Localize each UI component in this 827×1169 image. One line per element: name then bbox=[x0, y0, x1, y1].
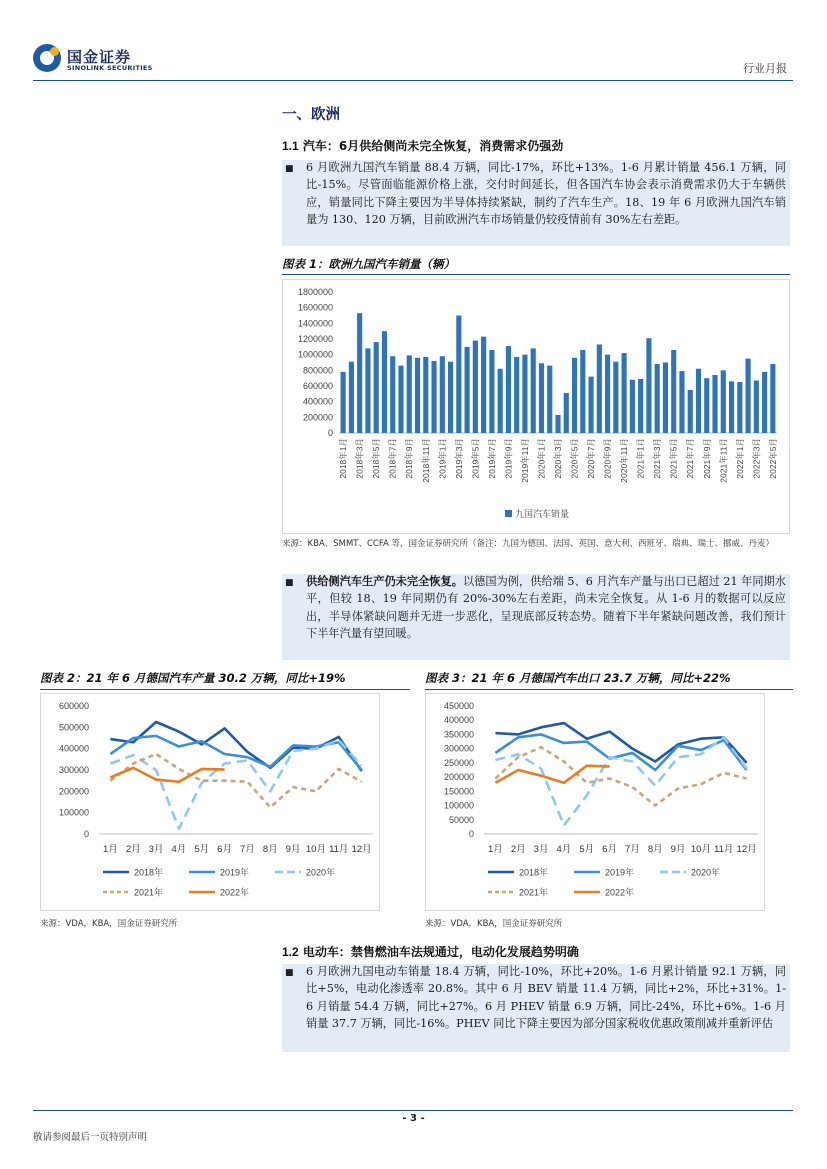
bar bbox=[712, 375, 717, 433]
bar bbox=[365, 348, 370, 433]
paragraph-1: 6 月欧洲九国汽车销量 88.4 万辆，同比-17%，环比+13%。1-6 月累计销量 456.1 万辆，同比-15%。尽管面临能源价格上涨，交付时间延长，但各国汽车协会表示消费需求仍大于车辆供应，销量同比下降主要因为半导体持续紧缺，制约了汽车生产。18、19 年 6 月欧洲九国汽车销量为 130、120 万辆，目前欧洲汽车市场销量仍较疫情前有 30%左右差距。 bbox=[306, 161, 786, 227]
x-tick-label: 2021年5月 bbox=[668, 438, 679, 479]
y-tick-label: 400000 bbox=[302, 396, 333, 407]
x-tick-label: 5月 bbox=[194, 844, 210, 855]
y-tick-label: 600000 bbox=[302, 381, 333, 391]
bar bbox=[481, 337, 486, 433]
bar bbox=[349, 362, 354, 433]
bar bbox=[737, 382, 742, 433]
x-tick-label: 8月 bbox=[647, 844, 663, 855]
x-tick-label: 2018年1月 bbox=[338, 438, 349, 479]
x-tick-label: 6月 bbox=[602, 844, 617, 855]
bar bbox=[679, 371, 684, 433]
paragraph-2-body: 以德国为例，供给端 5、6 月汽车产量与出口已超过 21 年同期水平，但较 18、19 年同期仍有 20%-30%左右差距，尚未完全恢复。从 1-6 月的数据可以反应出，半导体紧缺问题并无进一步恶化，呈现底部反转态势。随着下半年紧缺问题改善，我们预计下半年汽量有望回暖。 bbox=[306, 575, 786, 641]
figure-2-source: 来源：VDA，KBA，国金证券研究所 bbox=[40, 919, 178, 929]
bar bbox=[613, 362, 618, 433]
x-tick-label: 1月 bbox=[103, 844, 118, 855]
section-title: 一、欧洲 bbox=[282, 107, 340, 123]
x-tick-label: 10月 bbox=[690, 844, 711, 855]
x-tick-label: 2019年11月 bbox=[519, 438, 530, 483]
bar bbox=[514, 357, 519, 433]
legend-swatch bbox=[505, 510, 512, 517]
logo-english-name: SINOLINK SECURITIES bbox=[67, 64, 153, 72]
legend-label: 2019年 bbox=[220, 867, 250, 878]
bar bbox=[655, 364, 660, 433]
y-tick-label: 0 bbox=[83, 829, 89, 839]
bar bbox=[555, 415, 560, 433]
subsection-text: 汽车：6月供给侧尚未完全恢复，消费需求仍强劲 bbox=[302, 139, 564, 153]
bar bbox=[423, 357, 428, 433]
x-tick-label: 2021年1月 bbox=[635, 438, 646, 479]
x-tick-label: 2019年5月 bbox=[470, 438, 481, 479]
y-tick-label: 0 bbox=[468, 829, 474, 839]
y-tick-label: 0 bbox=[327, 428, 333, 438]
x-tick-label: 3月 bbox=[533, 844, 549, 855]
bar bbox=[407, 355, 412, 433]
bar bbox=[770, 364, 775, 433]
y-tick-label: 1800000 bbox=[297, 287, 333, 297]
legend-label: 2021年 bbox=[519, 887, 549, 898]
figure-1-source: 来源：KBA、SMMT、CCFA 等，国金证券研究所（备注：九国为德国、法国、英国、意大利、西班牙、瑞典、瑞士、挪威、丹麦） bbox=[282, 539, 774, 549]
bar bbox=[539, 363, 544, 433]
bar bbox=[572, 358, 577, 433]
x-tick-label: 2018年11月 bbox=[420, 438, 431, 483]
x-tick-label: 7月 bbox=[240, 844, 255, 855]
x-tick-label: 2019年7月 bbox=[486, 438, 497, 479]
subsection-title-1 bbox=[282, 137, 563, 154]
x-tick-label: 11月 bbox=[714, 844, 734, 855]
bar bbox=[671, 350, 676, 433]
legend-label: 2020年 bbox=[306, 867, 336, 878]
x-tick-label: 2018年3月 bbox=[354, 438, 365, 479]
x-tick-label: 4月 bbox=[556, 844, 572, 855]
legend-label: 2022年 bbox=[220, 887, 250, 898]
bar bbox=[663, 363, 668, 434]
y-tick-label: 150000 bbox=[443, 786, 474, 797]
figure-3-chart bbox=[425, 693, 765, 911]
y-tick-label: 1400000 bbox=[297, 318, 333, 329]
y-tick-label: 1600000 bbox=[297, 302, 333, 313]
x-tick-label: 2020年5月 bbox=[569, 438, 580, 479]
footer-divider bbox=[33, 1110, 793, 1111]
paragraph-3: 6 月欧洲九国电动车销量 18.4 万辆，同比-10%，环比+20%。1-6 月累计销量 92.1 万辆，同比+5%，电动化渗透率 20.8%。其中 6 月 BEV 销量 11.4 万辆，同比+2%，环比+31%。1-6 月销量 54.4 万辆，同比+27%。6 月 PHEV 销量 6.9 万辆，同比-24%，环比+6%。1-6 月销量 37.7 万辆，同比-16%。PHEV 同比下降主要因为部分国家税收优惠政策削减并重新评估 bbox=[306, 965, 786, 1031]
figure-1-chart bbox=[282, 279, 790, 534]
bar bbox=[448, 362, 453, 433]
legend-label: 2019年 bbox=[605, 867, 635, 878]
bar bbox=[638, 379, 643, 433]
bar bbox=[456, 316, 461, 434]
figure-1-divider bbox=[282, 274, 790, 275]
x-tick-label: 2022年3月 bbox=[751, 438, 762, 479]
legend-label: 2020年 bbox=[691, 867, 721, 878]
chart-background bbox=[426, 694, 764, 910]
y-tick-label: 300000 bbox=[58, 765, 89, 775]
x-tick-label: 2022年1月 bbox=[734, 438, 745, 479]
bar bbox=[622, 353, 627, 433]
bar bbox=[605, 355, 610, 433]
x-tick-label: 3月 bbox=[148, 844, 164, 855]
y-tick-label: 100000 bbox=[443, 800, 474, 811]
x-tick-label: 2020年1月 bbox=[536, 438, 547, 479]
y-tick-label: 600000 bbox=[58, 701, 89, 711]
bar bbox=[696, 369, 701, 433]
y-tick-label: 1200000 bbox=[297, 334, 333, 344]
y-tick-label: 200000 bbox=[443, 772, 474, 783]
bar bbox=[646, 338, 651, 433]
x-tick-label: 2022年5月 bbox=[767, 438, 778, 479]
x-tick-label: 1月 bbox=[488, 844, 503, 855]
chart-background bbox=[41, 694, 379, 910]
bar bbox=[473, 341, 478, 433]
y-tick-label: 800000 bbox=[302, 365, 333, 376]
x-tick-label: 8月 bbox=[262, 844, 278, 855]
x-tick-label: 2020年3月 bbox=[553, 438, 563, 479]
logo-dot-icon bbox=[50, 47, 59, 56]
y-tick-label: 1000000 bbox=[297, 349, 333, 360]
bar bbox=[564, 393, 569, 433]
page-header bbox=[0, 0, 827, 80]
x-tick-label: 4月 bbox=[171, 844, 187, 855]
x-tick-label: 2021年3月 bbox=[652, 438, 663, 479]
bar bbox=[630, 380, 635, 433]
bar bbox=[688, 390, 693, 433]
bar bbox=[382, 331, 387, 433]
x-tick-label: 2021年9月 bbox=[701, 438, 712, 479]
legend-label: 2018年 bbox=[519, 867, 549, 878]
x-tick-label: 10月 bbox=[305, 844, 326, 855]
figure-3-title: 图表 3：21 年 6 月德国汽车出口 23.7 万辆，同比+22% bbox=[425, 671, 731, 685]
figure-2-divider bbox=[40, 689, 410, 690]
bar bbox=[431, 361, 436, 433]
bar bbox=[704, 378, 709, 433]
header-divider bbox=[33, 80, 793, 81]
subsection-number: 1.1 bbox=[282, 139, 299, 153]
footer-note: 敬请参阅最后一页特别声明 bbox=[33, 1132, 148, 1143]
subsection-text: 电动车：禁售燃油车法规通过，电动化发展趋势明确 bbox=[302, 945, 579, 959]
x-tick-label: 2018年9月 bbox=[404, 438, 415, 479]
x-tick-label: 2018年7月 bbox=[387, 438, 398, 479]
x-tick-label: 5月 bbox=[579, 844, 595, 855]
x-tick-label: 2020年11月 bbox=[619, 438, 630, 483]
y-tick-label: 100000 bbox=[58, 807, 89, 818]
figure-2-chart bbox=[40, 693, 380, 911]
x-tick-label: 2019年1月 bbox=[437, 438, 448, 479]
legend-label: 2018年 bbox=[134, 867, 164, 878]
y-tick-label: 450000 bbox=[443, 701, 474, 711]
paragraph-2 bbox=[306, 573, 786, 643]
bar bbox=[754, 381, 759, 433]
report-type: 行业月报 bbox=[743, 62, 787, 75]
y-tick-label: 200000 bbox=[302, 412, 333, 423]
line-chart bbox=[426, 694, 764, 910]
bullet-square-icon: ■ bbox=[285, 968, 294, 978]
x-tick-label: 11月 bbox=[329, 844, 349, 855]
bar bbox=[506, 346, 511, 433]
y-tick-label: 50000 bbox=[448, 814, 474, 825]
bar bbox=[597, 344, 602, 433]
paragraph-2-lead: 供给侧汽车生产仍未完全恢复。 bbox=[306, 574, 463, 588]
legend-label: 2021年 bbox=[134, 887, 164, 898]
line-chart bbox=[41, 694, 379, 910]
x-tick-label: 7月 bbox=[625, 844, 640, 855]
page-number: - 3 - bbox=[402, 1113, 425, 1124]
y-tick-label: 350000 bbox=[443, 729, 474, 740]
x-tick-label: 2019年3月 bbox=[453, 438, 464, 479]
bar bbox=[580, 350, 585, 433]
x-tick-label: 2021年7月 bbox=[685, 438, 696, 479]
x-tick-label: 9月 bbox=[285, 844, 301, 855]
bar bbox=[341, 372, 346, 433]
bar bbox=[357, 313, 362, 433]
legend-label: 2022年 bbox=[605, 887, 635, 898]
figure-2-title: 图表 2：21 年 6 月德国汽车产量 30.2 万辆，同比+19% bbox=[40, 671, 346, 685]
x-tick-label: 2月 bbox=[510, 844, 526, 855]
y-tick-label: 250000 bbox=[443, 757, 474, 768]
bar bbox=[415, 358, 420, 433]
y-tick-label: 400000 bbox=[443, 715, 474, 726]
subsection-number: 1.2 bbox=[282, 945, 299, 959]
x-tick-label: 2018年5月 bbox=[371, 438, 382, 479]
bar bbox=[531, 348, 536, 433]
bar bbox=[440, 356, 445, 433]
x-tick-label: 2020年9月 bbox=[602, 438, 613, 479]
bar bbox=[489, 350, 494, 433]
bar bbox=[588, 377, 593, 433]
x-tick-label: 12月 bbox=[736, 844, 757, 855]
y-tick-label: 200000 bbox=[58, 786, 89, 797]
bar bbox=[374, 342, 379, 433]
bar bbox=[390, 356, 395, 433]
y-tick-label: 400000 bbox=[58, 743, 89, 754]
legend-label: 九国汽车销量 bbox=[515, 509, 570, 519]
figure-3-source: 来源：VDA，KBA，国金证券研究所 bbox=[425, 919, 563, 929]
x-tick-label: 2020年7月 bbox=[586, 438, 597, 479]
y-tick-label: 300000 bbox=[443, 743, 474, 754]
bar bbox=[762, 372, 767, 433]
bar bbox=[522, 355, 527, 433]
bar bbox=[498, 369, 503, 433]
bar bbox=[465, 347, 470, 433]
x-tick-label: 2021年11月 bbox=[718, 438, 729, 483]
subsection-title-2 bbox=[282, 943, 579, 960]
bullet-square-icon: ■ bbox=[285, 164, 294, 174]
x-tick-label: 2月 bbox=[125, 844, 141, 855]
bar bbox=[398, 366, 403, 433]
logo-chinese-name: 国金证券 bbox=[67, 48, 132, 66]
bar bbox=[547, 366, 552, 433]
y-tick-label: 500000 bbox=[58, 722, 89, 733]
bar bbox=[721, 370, 726, 433]
bullet-square-icon: ■ bbox=[285, 578, 294, 588]
x-tick-label: 2019年9月 bbox=[503, 438, 514, 479]
bar bbox=[746, 359, 751, 433]
figure-3-divider bbox=[425, 689, 793, 690]
x-tick-label: 9月 bbox=[670, 844, 686, 855]
figure-1-title: 图表 1：欧洲九国汽车销量（辆） bbox=[282, 257, 456, 271]
company-logo bbox=[33, 44, 163, 80]
bar-chart bbox=[283, 280, 789, 533]
bar bbox=[729, 381, 734, 433]
x-tick-label: 12月 bbox=[351, 844, 372, 855]
x-tick-label: 6月 bbox=[217, 844, 232, 855]
